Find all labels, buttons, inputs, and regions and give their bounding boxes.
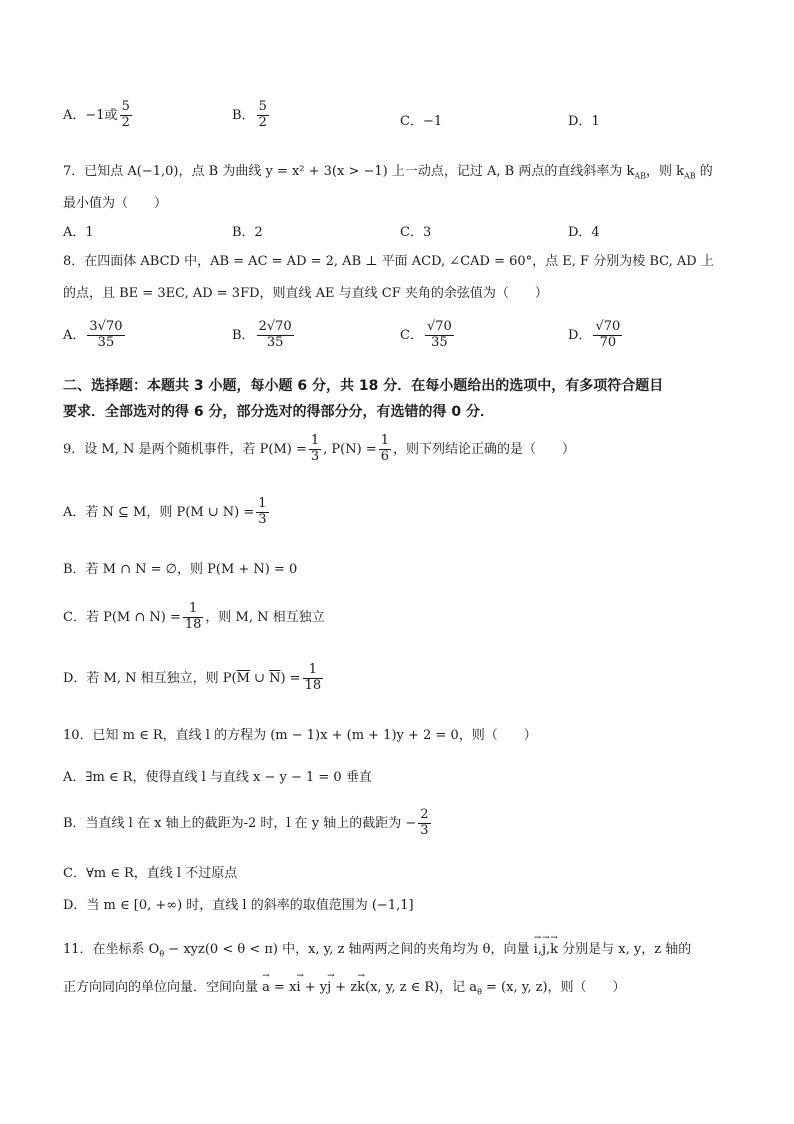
section-heading-line2: 要求．全部选对的得 6 分，部分选对的得部分分，有选错的得 0 分． <box>63 404 494 420</box>
q10-option-c: C．∀m ∈ R，直线 l 不过原点 <box>63 866 238 881</box>
q9-a-fraction: $\frac{1}{3}$ <box>258 496 267 527</box>
q8-stem-line1: 8．在四面体 ABCD 中，AB = AC = AD = 2, AB ⊥ 平面 ACD, ∠CAD = 60°，点 E, F 分别为棱 BC, AD 上 <box>63 254 714 269</box>
q8-option-c: C． $\frac{√70}{35}$ <box>400 319 452 350</box>
section-heading-line1: 二、选择题：本题共 3 小题，每小题 6 分，共 18 分．在每小题给出的选项中，有多项符合题目 <box>63 378 664 394</box>
q8-b-fraction: $\frac{2√70}{35}$ <box>258 319 292 350</box>
q7-option-a: A．1 <box>63 225 94 240</box>
q7-stem-line1: 7．已知点 A(−1,0)，点 B 为曲线 y = x² + 3(x > −1) 上一动点，记过 A, B 两点的直线斜率为 $k_{AB}$，则 $k_{AB}$ 的 <box>63 164 713 181</box>
q6-d-val: 1 <box>591 114 600 129</box>
q9-stem: 9．设 M, N 是两个随机事件，若 P(M) = $\frac{1}{3}$ , P(N) = $\frac{1}{6}$ ，则下列结论正确的是（ ） <box>63 433 575 464</box>
q6-option-d <box>568 110 600 129</box>
q10-option-d: D．当 m ∈ [0, +∞) 时，直线 l 的斜率的取值范围为 (−1,1] <box>63 898 414 913</box>
q6-option-c <box>400 110 442 129</box>
q9-option-c: C．若 P(M ∩ N) = $\frac{1}{18}$ ，则 M, N 相互独立 <box>63 601 325 632</box>
q9-option-a: A．若 N ⊆ M，则 P(M ∪ N) = $\frac{1}{3}$ <box>63 496 267 527</box>
q7-stem-line2: 最小值为（ ） <box>63 196 168 211</box>
q6-a-label: A． <box>63 107 86 123</box>
q10-b-fraction: $\frac{2}{3}$ <box>420 807 429 838</box>
q6-a-fraction: $\frac{5}{2}$ <box>121 99 130 130</box>
q6-b-fraction: $\frac{5}{2}$ <box>258 99 267 130</box>
q10-option-a: A．∃m ∈ R，使得直线 l 与直线 x − y − 1 = 0 垂直 <box>63 770 372 785</box>
q8-c-fraction: $\frac{√70}{35}$ <box>426 319 452 350</box>
q9-c-fraction: $\frac{1}{18}$ <box>184 601 202 632</box>
q8-stem-line2: 的点，且 BE = 3EC, AD = 3FD，则直线 AE 与直线 CF 夹角的余弦值为（ ） <box>63 286 548 301</box>
q6-option-b <box>232 100 271 131</box>
q6-b-label: B． <box>232 107 255 123</box>
q7-option-d: D．4 <box>568 225 600 240</box>
q6-a-val: −1或 <box>85 107 118 123</box>
q10-stem: 10．已知 m ∈ R，直线 l 的方程为 (m − 1)x + (m + 1)y + 2 = 0，则（ ） <box>63 728 537 743</box>
q11-stem-line1: 11．在坐标系 $O_\theta - xyz(0 < \theta < \pi)$ 中，x, y, z 轴两两之间的夹角均为 θ，向量 → i,→ j,→ k 分别是与 x, y，z 轴的 <box>63 938 691 959</box>
q8-d-fraction: $\frac{√70}{70}$ <box>595 319 621 350</box>
q6-option-a <box>63 100 134 131</box>
q8-option-d: D． $\frac{√70}{70}$ <box>568 319 621 350</box>
q6-d-label: D． <box>568 114 592 129</box>
q9-fraction-n: $\frac{1}{6}$ <box>380 433 389 464</box>
q7-option-c: C．3 <box>400 225 432 240</box>
q10-option-b: B．当直线 l 在 x 轴上的截距为-2 时，l 在 y 轴上的截距为 − $\frac{2}{3}$ <box>63 807 429 838</box>
q6-c-label: C． <box>400 114 423 129</box>
q8-a-fraction: $\frac{3√70}{35}$ <box>89 319 123 350</box>
q6-c-val: −1 <box>422 114 443 129</box>
q8-option-a: A． $\frac{3√70}{35}$ <box>63 319 123 350</box>
q8-option-b: B． $\frac{2√70}{35}$ <box>232 319 292 350</box>
q9-option-d: D．若 M, N 相互独立，则 $P(\overline{M}$ ∪ $\overline{N}$) = $\frac{1}{18}$ <box>63 662 322 693</box>
q7-option-b: B．2 <box>232 225 263 240</box>
q9-fraction-m: $\frac{1}{3}$ <box>310 433 320 464</box>
q9-d-fraction: $\frac{1}{18}$ <box>304 662 322 693</box>
q9-option-b: B．若 M ∩ N = ∅，则 P(M + N) = 0 <box>63 562 298 577</box>
q11-stem-line2: 正方向同向的单位向量．空间向量 → a = x→ i + y→ j + z→ k(x, y, z ∈ R)，记 $a_\theta = (x$, y, z)，则（ ） <box>63 976 626 997</box>
